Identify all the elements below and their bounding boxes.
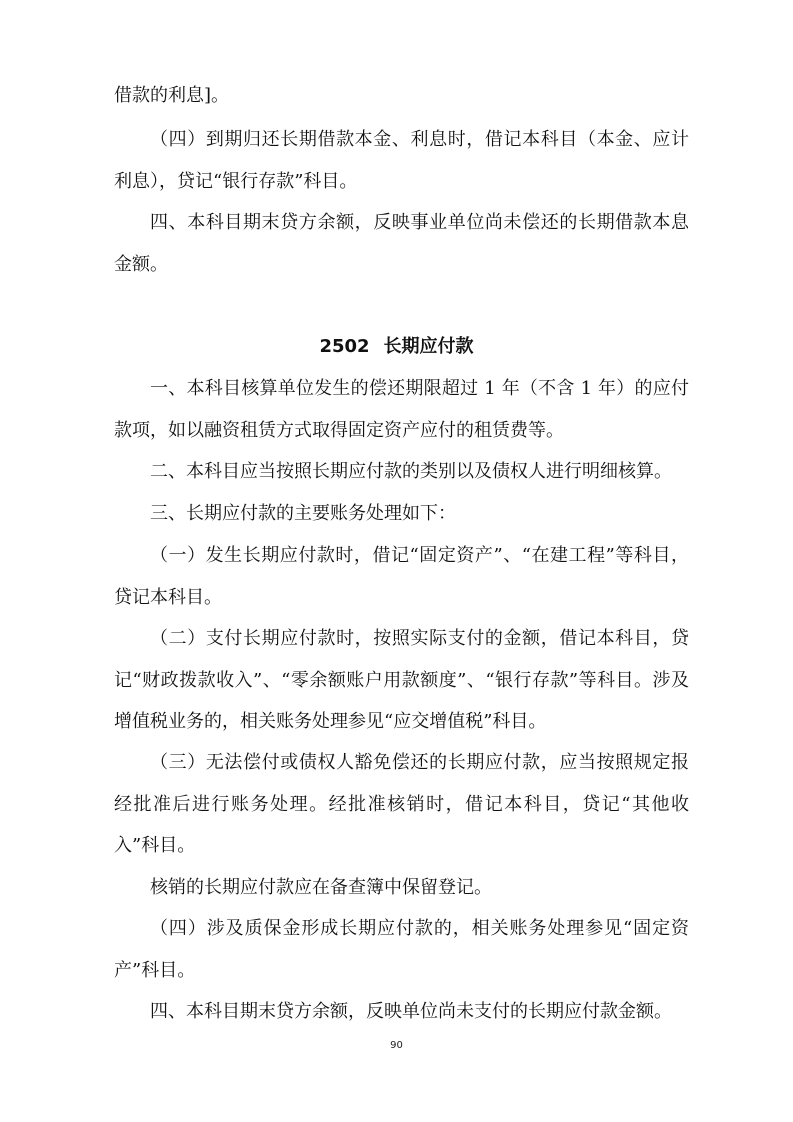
section-heading bbox=[0, 332, 793, 362]
paragraph-item-2: （二）支付长期应付款时，按照实际支付的金额，借记本科目，贷记“财政拨款收入”、“零余额账户用款额度”、“银行存款”等科目。涉及增值税业务的，相关账务处理参见“应交增值税”科目。 bbox=[114, 628, 689, 732]
section-title: 长期应付款 bbox=[383, 336, 474, 357]
paragraph-continuation: 借款的利息]。 bbox=[114, 85, 230, 106]
paragraph-balance-long-term-loan: 四、本科目期末贷方余额，反映事业单位尚未偿还的长期借款本息金额。 bbox=[114, 212, 689, 275]
page-number: 90 bbox=[390, 1040, 403, 1051]
paragraph-balance-long-term-payable: 四、本科目期末贷方余额，反映单位尚未支付的长期应付款金额。 bbox=[150, 1001, 672, 1022]
paragraph-scope: 一、本科目核算单位发生的偿还期限超过 1 年（不含 1 年）的应付款项，如以融资租赁方式取得固定资产应付的租赁费等。 bbox=[114, 378, 689, 441]
paragraph-writeoff-record: 核销的长期应付款应在备查簿中保留登记。 bbox=[150, 877, 492, 898]
paragraph-item-3: （三）无法偿付或债权人豁免偿还的长期应付款，应当按照规定报经批准后进行账务处理。经批准核销时，借记本科目，贷记“其他收入”科目。 bbox=[114, 752, 689, 856]
section-code: 2502 bbox=[319, 336, 370, 357]
paragraph-item-1: （一）发生长期应付款时，借记“固定资产”、“在建工程”等科目，贷记本科目。 bbox=[114, 545, 689, 608]
paragraph-detail-accounting: 二、本科目应当按照长期应付款的类别以及债权人进行明细核算。 bbox=[150, 461, 672, 482]
paragraph-main-treatment: 三、长期应付款的主要账务处理如下： bbox=[150, 503, 456, 524]
paragraph-item-4: （四）涉及质保金形成长期应付款的，相关账务处理参见“固定资产”科目。 bbox=[114, 918, 689, 981]
paragraph-repay-principal: （四）到期归还长期借款本金、利息时，借记本科目（本金、应计利息），贷记“银行存款”科目。 bbox=[114, 129, 689, 192]
